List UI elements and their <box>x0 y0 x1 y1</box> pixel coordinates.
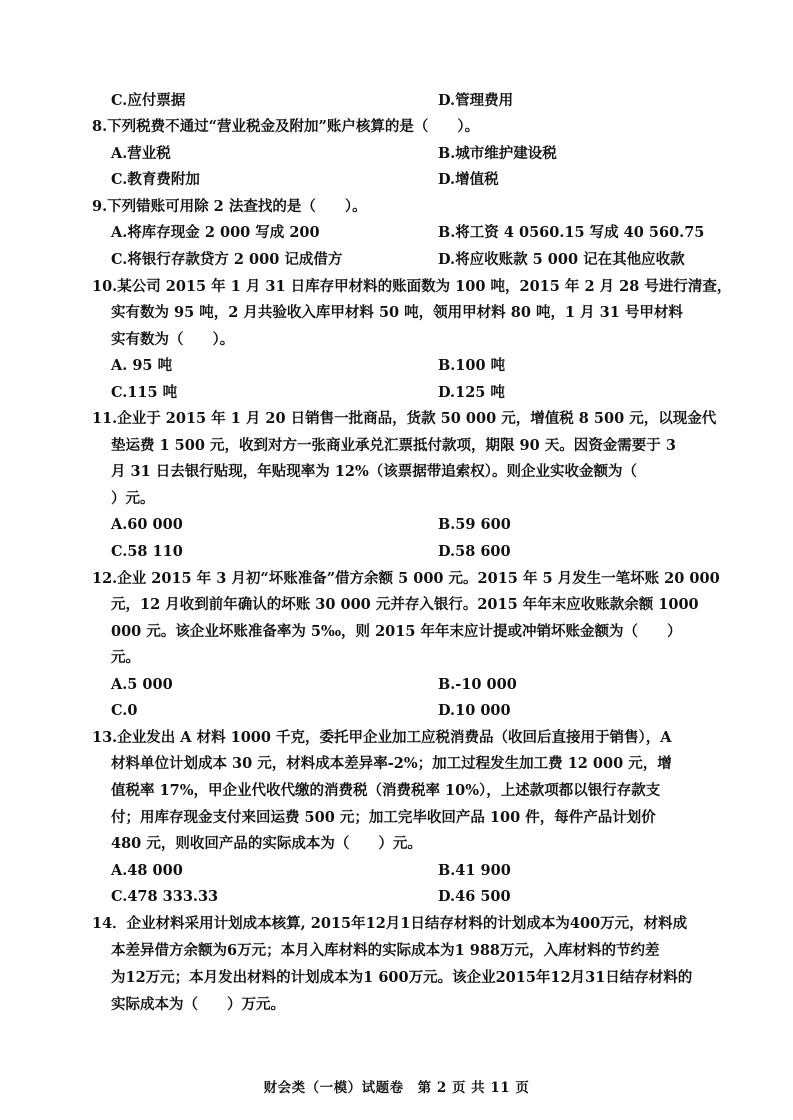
q9-option-c: C.将银行存款贷方 2 000 记成借方 <box>111 251 343 268</box>
q13-option-a: A.48 000 <box>111 862 183 879</box>
q13-stem-line: 13.企业发出 A 材料 1000 千克，委托甲企业加工应税消费品（收回后直接用于销售），A <box>92 729 672 746</box>
q14-stem-line: 实际成本为（ ）万元。 <box>111 996 285 1013</box>
q11-stem-line: ）元。 <box>111 490 155 507</box>
q12-option-a: A.5 000 <box>111 676 173 693</box>
q9-stem: 9.下列错账可用除 2 法查找的是（ ）。 <box>92 198 367 215</box>
q7-option-d: D.管理费用 <box>438 92 514 109</box>
q8-option-b: B.城市维护建设税 <box>438 145 557 162</box>
q13-option-b: B.41 900 <box>438 862 511 879</box>
q13-stem-line: 480 元，则收回产品的实际成本为（ ）元。 <box>111 835 422 852</box>
q8-option-c: C.教育费附加 <box>111 171 200 188</box>
q14-stem-line: 14．企业材料采用计划成本核算, 2015年12月1日结存材料的计划成本为400万元，材料成 <box>92 915 688 932</box>
q10-stem-line: 10.某公司 2015 年 1 月 31 日库存甲材料的账面数为 100 吨，2015 年 2 月 28 号进行清查， <box>92 278 732 295</box>
q9-option-d: D.将应收账款 5 000 记在其他应收款 <box>438 251 685 268</box>
q9-option-b: B.将工资 4 0560.15 写成 40 560.75 <box>438 224 705 241</box>
q12-option-d: D.10 000 <box>438 702 511 719</box>
q10-option-d: D.125 吨 <box>438 384 505 401</box>
q13-stem-line: 付；用库存现金支付来回运费 500 元；加工完毕收回产品 100 件，每件产品计划价 <box>111 809 656 826</box>
q12-option-c: C.0 <box>111 702 138 719</box>
q7-option-c: C.应付票据 <box>111 92 186 109</box>
q12-stem-line: 元。 <box>111 649 140 666</box>
q10-stem-line: 实有数为 95 吨，2 月共验收入库甲材料 50 吨，领用甲材料 80 吨，1 月 31 号甲材料 <box>111 304 683 321</box>
q8-option-a: A.营业税 <box>111 145 171 162</box>
q11-stem-line: 11.企业于 2015 年 1 月 20 日销售一批商品，货款 50 000 元，增值税 8 500 元，以现金代 <box>92 410 717 427</box>
q12-stem-line: 000 元。该企业坏账准备率为 5‰，则 2015 年年末应计提或冲销坏账金额为（ ） <box>111 623 682 640</box>
q14-stem-line: 本差异借方余额为6万元；本月入库材料的实际成本为1 988万元，入库材料的节约差 <box>111 942 660 959</box>
q10-option-c: C.115 吨 <box>111 384 178 401</box>
q12-stem-line: 12.企业 2015 年 3 月初“坏账准备”借方余额 5 000 元。2015 年 5 月发生一笔坏账 20 000 <box>92 570 720 587</box>
q13-stem-line: 材料单位计划成本 30 元，材料成本差异率-2%；加工过程发生加工费 12 000 元，增 <box>111 755 672 772</box>
q12-stem-line: 元，12 月收到前年确认的坏账 30 000 元并存入银行。2015 年年末应收账款余额 1000 <box>111 596 699 613</box>
q13-option-c: C.478 333.33 <box>111 888 219 905</box>
q10-stem-line: 实有数为（ ）。 <box>111 331 235 348</box>
q11-option-b: B.59 600 <box>438 516 511 533</box>
q13-option-d: D.46 500 <box>438 888 511 905</box>
q11-option-d: D.58 600 <box>438 543 511 560</box>
page-footer: 财会类（一模）试题卷 第 2 页 共 11 页 <box>263 1080 530 1096</box>
q8-stem: 8.下列税费不通过“营业税金及附加”账户核算的是（ ）。 <box>92 118 480 135</box>
q8-option-d: D.增值税 <box>438 171 499 188</box>
q13-stem-line: 值税率 17%，甲企业代收代缴的消费税（消费税率 10%），上述款项都以银行存款支 <box>111 782 661 799</box>
q14-stem-line: 为12万元；本月发出材料的计划成本为1 600万元。该企业2015年12月31日结存材料的 <box>111 969 693 986</box>
q11-stem-line: 月 31 日去银行贴现，年贴现率为 12%（该票据带追索权）。则企业实收金额为（ <box>111 463 638 480</box>
q11-stem-line: 垫运费 1 500 元，收到对方一张商业承兑汇票抵付款项，期限 90 天。因资金需要于 3 <box>111 437 676 454</box>
q11-option-c: C.58 110 <box>111 543 183 560</box>
q9-option-a: A.将库存现金 2 000 写成 200 <box>111 224 320 241</box>
q10-option-b: B.100 吨 <box>438 357 506 374</box>
q11-option-a: A.60 000 <box>111 516 183 533</box>
q10-option-a: A. 95 吨 <box>111 357 173 374</box>
q12-option-b: B.-10 000 <box>438 676 517 693</box>
